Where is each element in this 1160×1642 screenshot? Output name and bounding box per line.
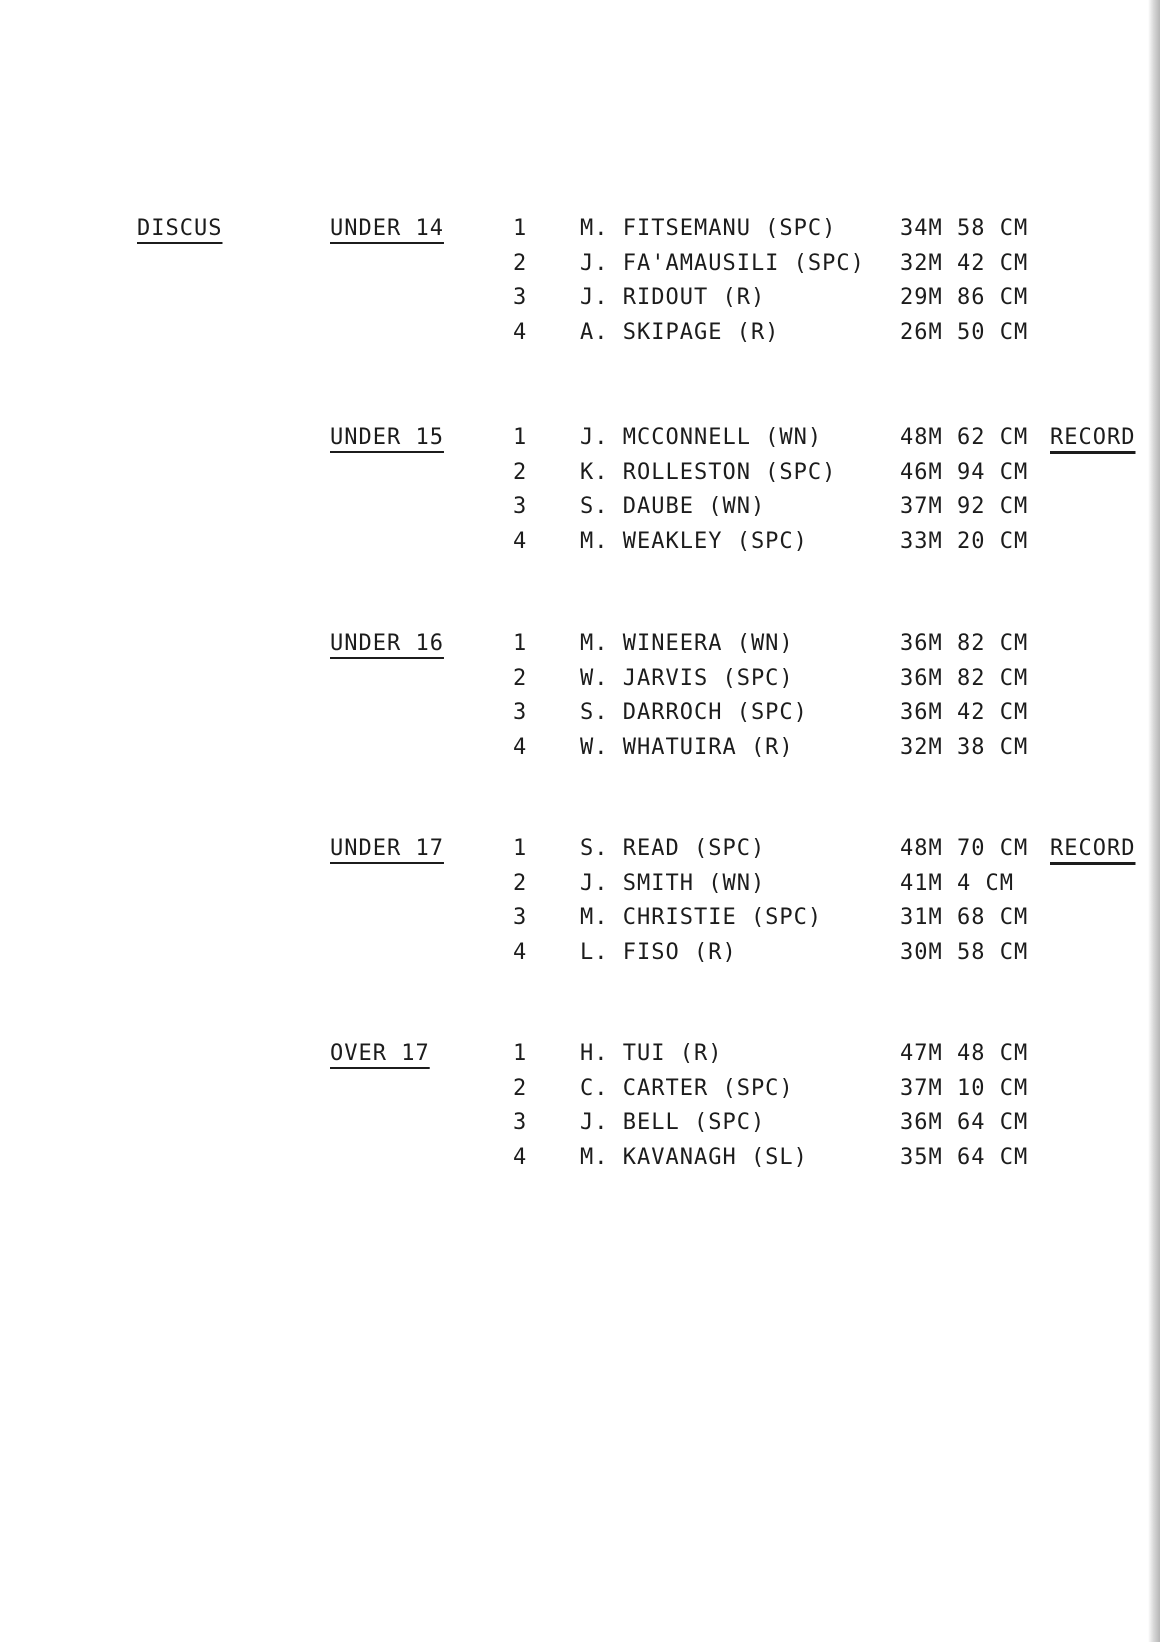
place-number: 3 [513, 1110, 528, 1135]
result-row [0, 460, 1160, 494]
throw-distance: 48M 70 CM [900, 836, 1029, 861]
age-group-label: UNDER 17 [330, 836, 444, 861]
throw-distance: 32M 42 CM [900, 250, 1029, 276]
result-row [0, 285, 1160, 319]
throw-distance: 46M 94 CM [900, 459, 1029, 485]
athlete-name: S. DARROCH (SPC) [580, 700, 808, 725]
throw-distance: 33M 20 CM [900, 528, 1029, 554]
throw-distance: 35M 64 CM [900, 1144, 1029, 1170]
athlete-name: H. TUI (R) [580, 1041, 723, 1066]
athlete-name: M. KAVANAGH (SL) [580, 1144, 808, 1170]
place-number: 4 [513, 734, 528, 760]
throw-distance: 30M 58 CM [900, 939, 1029, 965]
age-group [0, 425, 1160, 595]
place-number: 2 [513, 250, 528, 276]
athlete-name: M. CHRISTIE (SPC) [580, 905, 823, 930]
place-number: 4 [513, 528, 528, 554]
athlete-name: M. FITSEMANU (SPC) [580, 216, 837, 241]
age-group-label: UNDER 16 [330, 631, 444, 656]
age-group [0, 216, 1160, 386]
place-number: 2 [513, 1075, 528, 1101]
place-number: 1 [513, 216, 528, 241]
place-number: 1 [513, 836, 528, 861]
result-row [0, 1145, 1160, 1179]
result-row [0, 529, 1160, 563]
throw-distance: 29M 86 CM [900, 285, 1029, 310]
throw-distance: 34M 58 CM [900, 216, 1029, 241]
result-row [0, 425, 1160, 459]
athlete-name: J. RIDOUT (R) [580, 285, 766, 310]
throw-distance: 48M 62 CM [900, 425, 1029, 450]
throw-distance: 36M 64 CM [900, 1110, 1029, 1135]
result-row [0, 320, 1160, 354]
result-row [0, 905, 1160, 939]
result-row [0, 735, 1160, 769]
place-number: 3 [513, 285, 528, 310]
result-row [0, 631, 1160, 665]
place-number: 1 [513, 1041, 528, 1066]
athlete-name: J. FA'AMAUSILI (SPC) [580, 250, 865, 276]
athlete-name: C. CARTER (SPC) [580, 1075, 794, 1101]
throw-distance: 37M 10 CM [900, 1075, 1029, 1101]
throw-distance: 47M 48 CM [900, 1041, 1029, 1066]
throw-distance: 41M 4 CM [900, 870, 1014, 896]
athlete-name: J. BELL (SPC) [580, 1110, 766, 1135]
place-number: 2 [513, 870, 528, 896]
athlete-name: S. DAUBE (WN) [580, 494, 766, 519]
athlete-name: A. SKIPAGE (R) [580, 319, 780, 345]
result-row [0, 871, 1160, 905]
result-row [0, 216, 1160, 250]
result-row [0, 700, 1160, 734]
throw-distance: 37M 92 CM [900, 494, 1029, 519]
place-number: 3 [513, 494, 528, 519]
athlete-name: M. WINEERA (WN) [580, 631, 794, 656]
athlete-name: J. MCCONNELL (WN) [580, 425, 823, 450]
result-row [0, 1076, 1160, 1110]
result-row [0, 1041, 1160, 1075]
athlete-name: K. ROLLESTON (SPC) [580, 459, 837, 485]
throw-distance: 26M 50 CM [900, 319, 1029, 345]
place-number: 1 [513, 631, 528, 656]
event-title: DISCUS [137, 216, 223, 241]
athlete-name: L. FISO (R) [580, 939, 737, 965]
throw-distance: 36M 82 CM [900, 665, 1029, 691]
age-group [0, 1041, 1160, 1211]
athlete-name: S. READ (SPC) [580, 836, 766, 861]
record-note: RECORD [1050, 836, 1136, 861]
result-row [0, 251, 1160, 285]
age-group-label: OVER 17 [330, 1041, 430, 1066]
throw-distance: 36M 82 CM [900, 631, 1029, 656]
record-note: RECORD [1050, 425, 1136, 450]
result-row [0, 940, 1160, 974]
result-row [0, 666, 1160, 700]
place-number: 3 [513, 905, 528, 930]
throw-distance: 31M 68 CM [900, 905, 1029, 930]
place-number: 2 [513, 665, 528, 691]
age-group-label: UNDER 14 [330, 216, 444, 241]
athlete-name: W. WHATUIRA (R) [580, 734, 794, 760]
age-group-label: UNDER 15 [330, 425, 444, 450]
place-number: 4 [513, 1144, 528, 1170]
result-row [0, 1110, 1160, 1144]
athlete-name: M. WEAKLEY (SPC) [580, 528, 808, 554]
throw-distance: 36M 42 CM [900, 700, 1029, 725]
result-row [0, 494, 1160, 528]
place-number: 4 [513, 319, 528, 345]
throw-distance: 32M 38 CM [900, 734, 1029, 760]
athlete-name: J. SMITH (WN) [580, 870, 766, 896]
result-row [0, 836, 1160, 870]
place-number: 3 [513, 700, 528, 725]
place-number: 2 [513, 459, 528, 485]
age-group [0, 836, 1160, 1006]
age-group [0, 631, 1160, 801]
place-number: 4 [513, 939, 528, 965]
athlete-name: W. JARVIS (SPC) [580, 665, 794, 691]
place-number: 1 [513, 425, 528, 450]
